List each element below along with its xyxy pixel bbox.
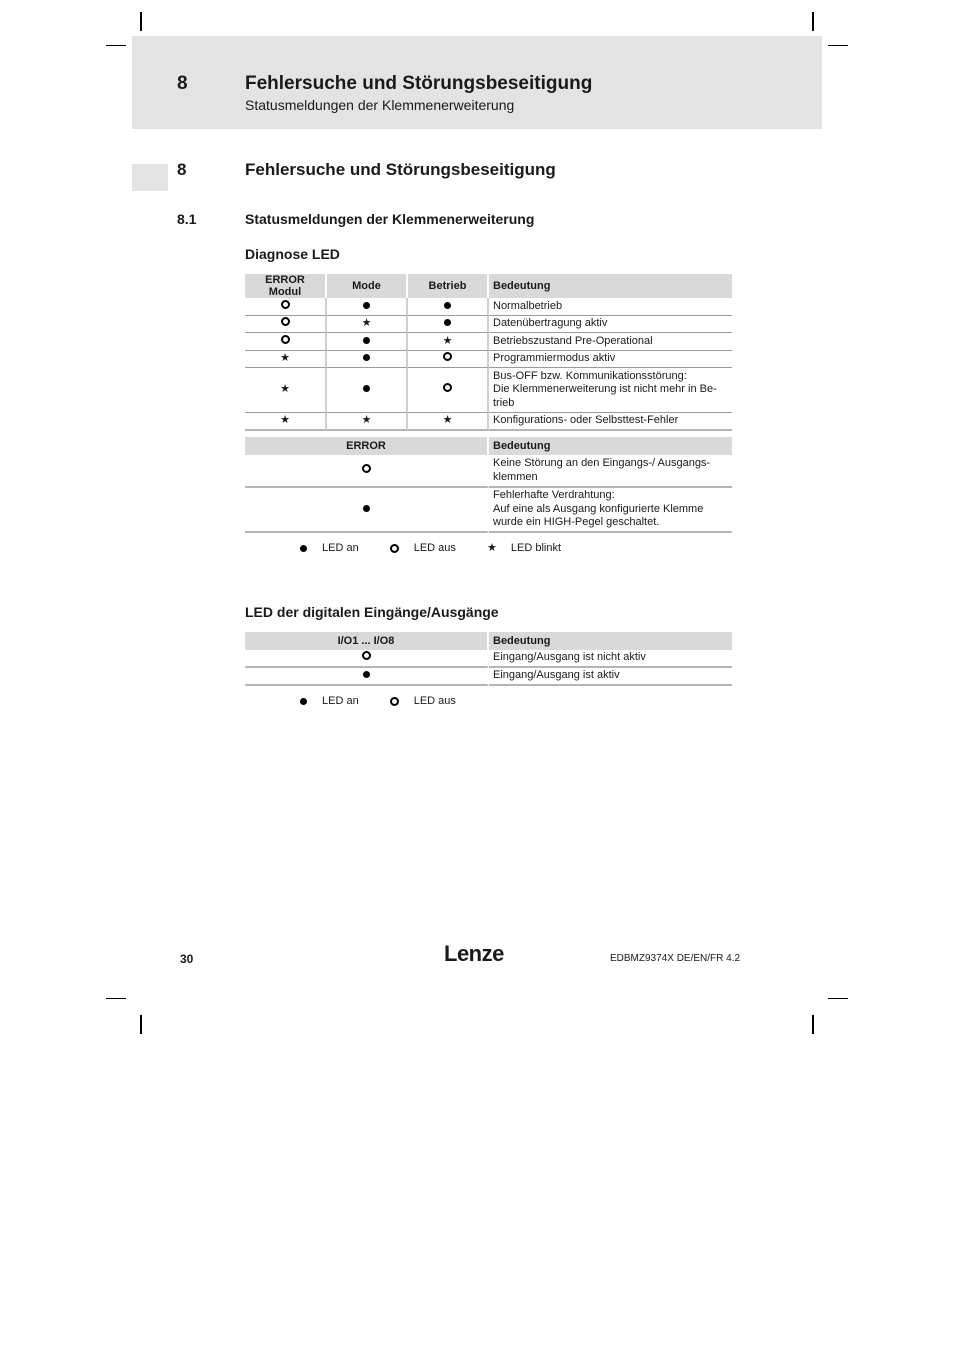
header-chapter-title: Fehlersuche und Störungsbeseitigung	[245, 73, 593, 94]
led-off-icon	[281, 300, 290, 309]
legend-item	[296, 542, 359, 554]
table-cell-led-state	[327, 368, 408, 413]
led-on-icon	[300, 698, 307, 705]
led-off-icon	[281, 335, 290, 344]
table-cell-led-state	[327, 351, 408, 369]
section-number: 8	[177, 160, 187, 179]
table-cell-meaning: Keine Störung an den Eingangs-/ Ausgangs- klemmen	[489, 455, 732, 488]
led-on-icon	[363, 671, 370, 678]
section-side-tab	[132, 164, 168, 191]
legend-marker	[388, 697, 402, 706]
document-id: EDBMZ9374X DE/EN/FR 4.2	[610, 953, 741, 964]
table-cell-led-state	[408, 413, 489, 431]
led-off-icon	[281, 317, 290, 326]
table-row	[245, 368, 732, 413]
table-cell-meaning: Programmiermodus aktiv	[489, 351, 732, 369]
table-row	[245, 455, 732, 488]
crop-mark	[106, 45, 126, 46]
legend-marker	[296, 545, 310, 552]
column-header: Mode	[327, 274, 408, 298]
table-cell-meaning: Normalbetrieb	[489, 298, 732, 316]
page-number: 30	[180, 952, 194, 966]
legend-marker	[296, 698, 310, 705]
lenze-logo: Lenze	[444, 941, 504, 966]
led-on-icon	[444, 319, 451, 326]
led-on-icon	[363, 337, 370, 344]
led-on-icon	[444, 302, 451, 309]
table-cell-led-state	[245, 333, 327, 351]
legend-label: LED an	[322, 542, 359, 554]
led-blink-icon: ★	[442, 334, 453, 347]
table-row	[245, 488, 732, 533]
legend-label: LED blinkt	[510, 542, 562, 554]
crop-mark	[140, 1015, 142, 1034]
table-cell-meaning: Datenübertragung aktiv	[489, 316, 732, 334]
led-on-icon	[363, 505, 370, 512]
column-header: Bedeutung	[489, 632, 732, 650]
table-cell-meaning: Betriebszustand Pre-Operational	[489, 333, 732, 351]
crop-mark	[828, 998, 848, 999]
table-cell-meaning: Fehlerhafte Verdrahtung: Auf eine als Ausgang konfigurierte Klemme wurde ein HIGH-Pegel geschaltet.	[489, 488, 732, 533]
table-cell-led-state	[327, 333, 408, 351]
table-cell-led-state	[245, 351, 327, 369]
led-blink-icon: ★	[280, 383, 290, 396]
header-chapter-subtitle: Statusmeldungen der Klemmenerweiterung	[245, 97, 515, 113]
column-header: Bedeutung	[489, 437, 732, 455]
legend-label: LED aus	[413, 695, 456, 707]
led-blink-icon: ★	[280, 414, 290, 426]
table-cell-led-state	[408, 298, 489, 316]
table-cell-led-state	[408, 333, 489, 351]
io-led-table	[245, 632, 732, 686]
diagnose-led-table	[245, 274, 732, 431]
led-on-icon	[363, 302, 370, 309]
table-cell-led-state	[327, 413, 408, 431]
table-cell-led-state	[245, 316, 327, 334]
diagnose-heading: Diagnose LED	[245, 246, 340, 262]
table-cell-meaning: Eingang/Ausgang ist nicht aktiv	[489, 650, 732, 668]
column-header: ERROR	[245, 437, 489, 455]
led-legend	[296, 542, 590, 554]
column-header: ERROR Modul	[245, 274, 327, 298]
crop-mark	[828, 45, 848, 46]
table-cell-led-state	[327, 316, 408, 334]
legend-marker	[485, 543, 499, 554]
subsection-title: Statusmeldungen der Klemmenerweiterung	[245, 211, 535, 227]
crop-mark	[812, 1015, 814, 1034]
led-on-icon	[363, 354, 370, 361]
legend-item	[296, 695, 359, 707]
subsection-number: 8.1	[177, 211, 197, 227]
led-blink-icon: ★	[442, 414, 453, 426]
led-off-icon	[390, 697, 399, 706]
table-cell-led-state	[408, 316, 489, 334]
table-cell-led-state	[245, 298, 327, 316]
table-cell-led-state	[245, 455, 489, 488]
column-header: I/O1 ... I/O8	[245, 632, 489, 650]
led-off-icon	[443, 352, 452, 361]
legend-label: LED an	[322, 695, 359, 707]
table-cell-led-state	[245, 413, 327, 431]
column-header: Bedeutung	[489, 274, 732, 298]
io-heading: LED der digitalen Eingänge/Ausgänge	[245, 604, 499, 620]
legend-item	[388, 542, 456, 554]
table-cell-led-state	[327, 298, 408, 316]
legend-label: LED aus	[413, 542, 456, 554]
table-row	[245, 668, 732, 686]
table-cell-led-state	[245, 368, 327, 413]
crop-mark	[106, 998, 126, 999]
crop-mark	[140, 12, 142, 31]
table-cell-led-state	[245, 650, 489, 668]
table-cell-meaning: Bus-OFF bzw. Kommunikationsstörung: Die Klemmenerweiterung ist nicht mehr in Be- trieb	[489, 368, 732, 413]
led-off-icon	[362, 651, 371, 660]
table-row	[245, 650, 732, 668]
led-on-icon	[300, 545, 307, 552]
led-blink-icon: ★	[361, 414, 372, 426]
table-cell-led-state	[408, 351, 489, 369]
table-row	[245, 316, 732, 334]
table-cell-led-state	[408, 368, 489, 413]
table-row	[245, 413, 732, 431]
legend-marker	[388, 544, 402, 553]
led-off-icon	[443, 383, 452, 392]
table-row	[245, 298, 732, 316]
led-blink-icon: ★	[361, 317, 372, 329]
led-on-icon	[363, 385, 370, 392]
header-chapter-number: 8	[177, 73, 188, 94]
led-blink-icon: ★	[486, 541, 497, 554]
legend-item	[485, 542, 561, 554]
table-row	[245, 351, 732, 369]
table-cell-led-state	[245, 668, 489, 686]
error-led-table	[245, 437, 732, 533]
led-off-icon	[362, 464, 371, 473]
table-row	[245, 333, 732, 351]
table-cell-meaning: Eingang/Ausgang ist aktiv	[489, 668, 732, 686]
led-blink-icon: ★	[280, 352, 290, 364]
io-led-legend	[296, 695, 485, 707]
crop-mark	[812, 12, 814, 31]
table-cell-meaning: Konfigurations- oder Selbsttest-Fehler	[489, 413, 732, 431]
section-title: Fehlersuche und Störungsbeseitigung	[245, 160, 556, 179]
table-cell-led-state	[245, 488, 489, 533]
led-off-icon	[390, 544, 399, 553]
column-header: Betrieb	[408, 274, 489, 298]
legend-item	[388, 695, 456, 707]
